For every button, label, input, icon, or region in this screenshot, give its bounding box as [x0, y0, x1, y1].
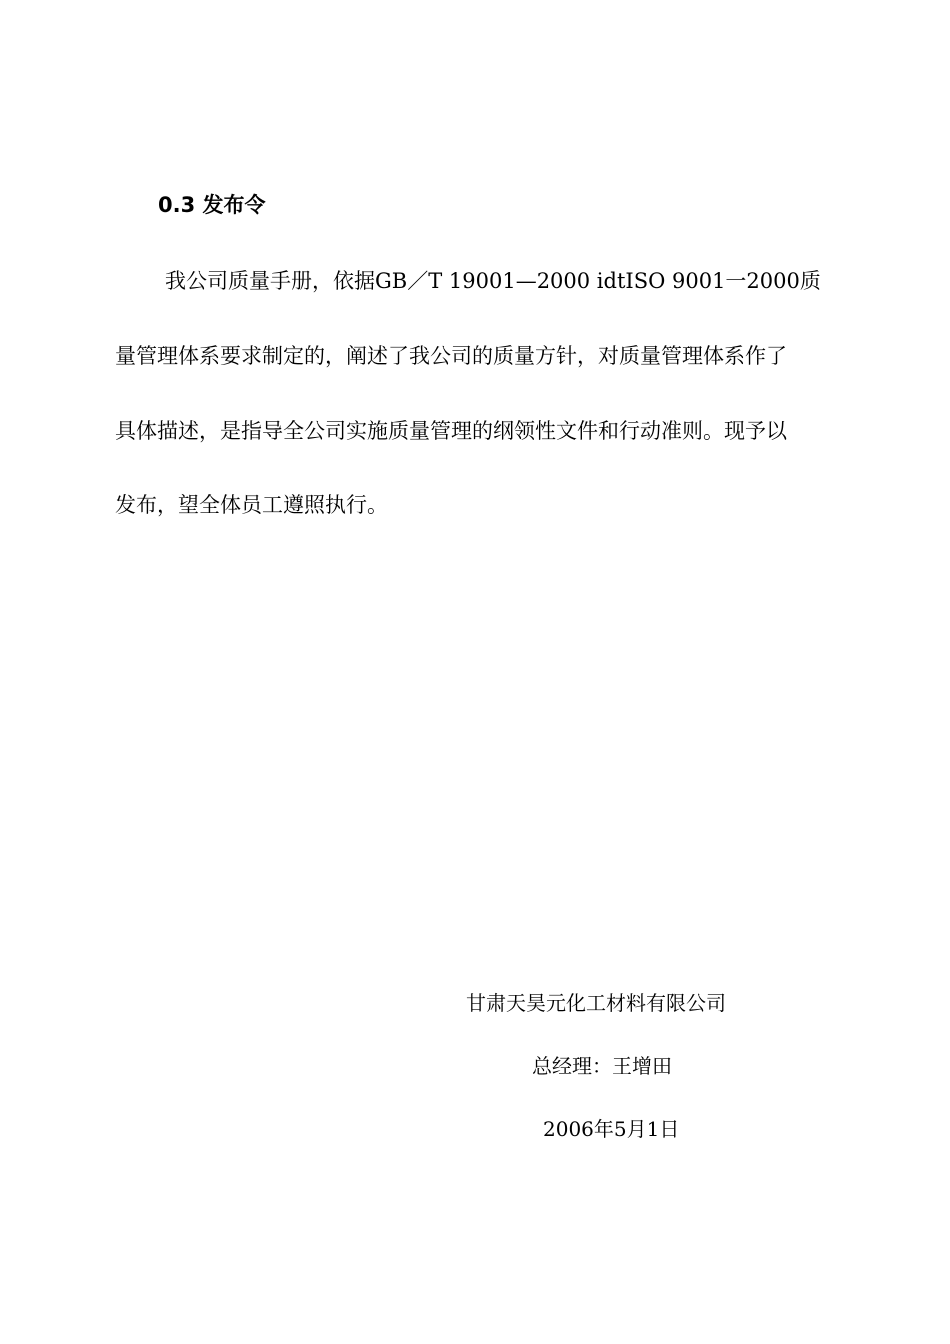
body-line-3: 具体描述，是指导全公司实施质量管理的纲领性文件和行动准则。现予以: [115, 419, 787, 443]
signature-manager: 总经理：王增田: [532, 1054, 672, 1078]
signature-date: 2006年5月1日: [543, 1117, 680, 1141]
body-line-2: 量管理体系要求制定的，阐述了我公司的质量方针，对质量管理体系作了: [115, 344, 787, 368]
body-line-1: 我公司质量手册，依据GB／T 19001—2000 idtISO 9001一2000质: [165, 269, 821, 293]
signature-company: 甘肃天昊元化工材料有限公司: [466, 991, 726, 1015]
section-heading: 0.3 发布令: [158, 193, 266, 217]
body-line-4: 发布，望全体员工遵照执行。: [115, 493, 388, 517]
